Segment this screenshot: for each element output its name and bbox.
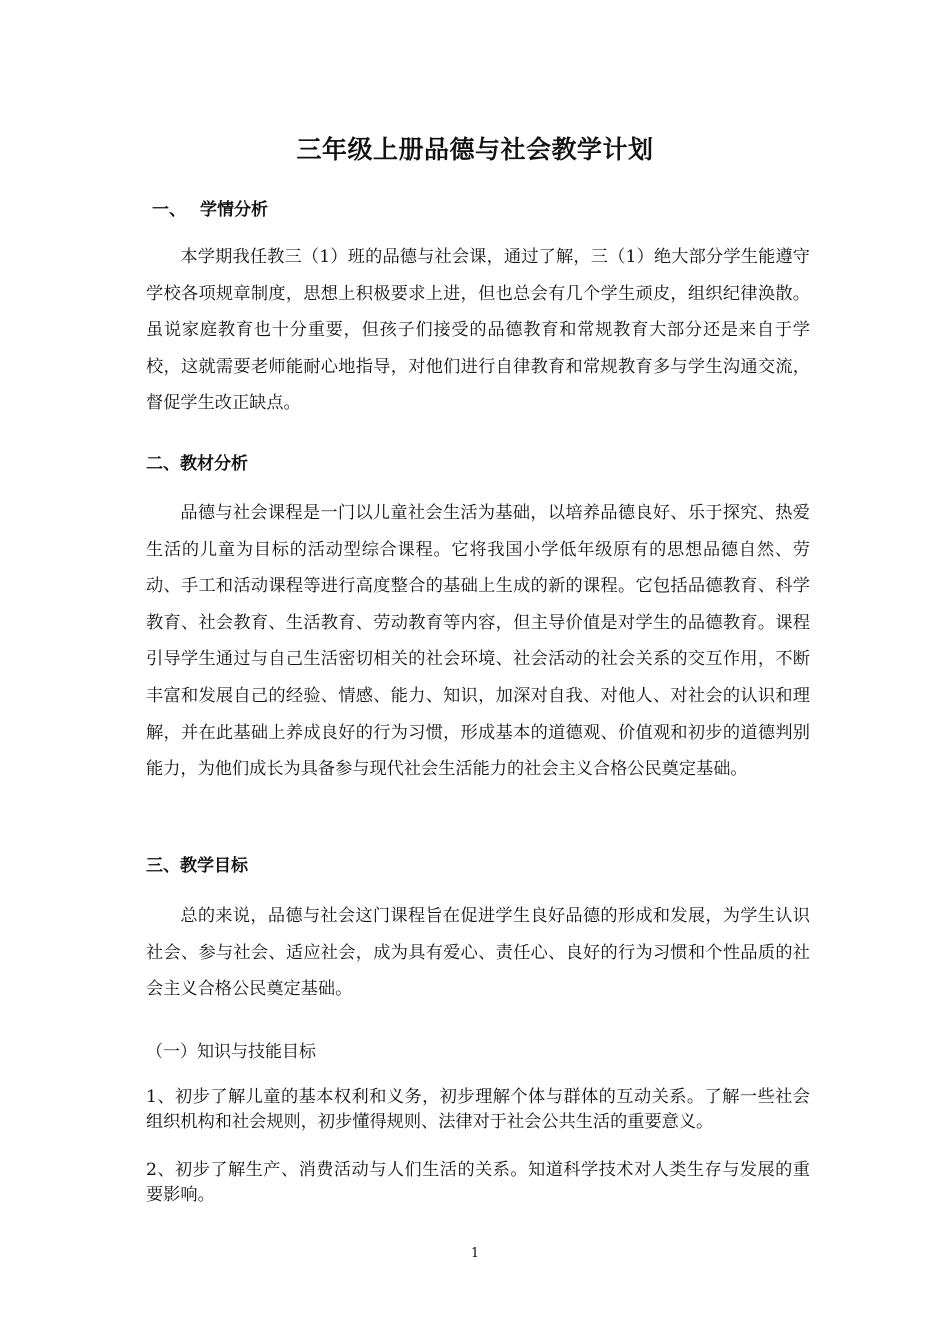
- goal-list-item: 1、初步了解儿童的基本权利和义务，初步理解个体与群体的互动关系。了解一些社会组织机构和社会规则，初步懂得规则、法律对于社会公共生活的重要意义。: [146, 1087, 810, 1132]
- knowledge-skills-subheading: （一）知识与技能目标: [146, 1042, 316, 1062]
- section-heading-text: 学情分析: [200, 200, 268, 220]
- section-heading-teaching-goals: 三、教学目标: [146, 856, 248, 876]
- learning-analysis-paragraph: 本学期我任教三（1）班的品德与社会课，通过了解，三（1）绝大部分学生能遵守学校各项规章制度，思想上积极要求上进，但也总会有几个学生顽皮，组织纪律涣散。虽说家庭教育也十分重要，但孩子们接受的品德教育和常规教育大部分还是来自于学校，这就需要老师能耐心地指导，对他们进行自律教育和常规教育多与学生沟通交流，督促学生改正缺点。: [146, 247, 810, 414]
- section-heading-textbook-analysis: 二、教材分析: [146, 454, 248, 474]
- teaching-goals-paragraph: 总的来说，品德与社会这门课程旨在促进学生良好品德的形成和发展，为学生认识社会、参与社会、适应社会，成为具有爱心、责任心、良好的行为习惯和个性品质的社会主义合格公民奠定基础。: [146, 906, 810, 1000]
- textbook-analysis-paragraph: 品德与社会课程是一门以儿童社会生活为基础，以培养品德良好、乐于探究、热爱生活的儿童为目标的活动型综合课程。它将我国小学低年级原有的思想品德自然、劳动、手工和活动课程等进行高度整合的基础上生成的新的课程。它包括品德教育、科学教育、社会教育、生活教育、劳动教育等内容，但主导价值是对学生的品德教育。课程引导学生通过与自己生活密切相关的社会环境、社会活动的社会关系的交互作用，不断丰富和发展自己的经验、情感、能力、知识，加深对自我、对他人、对社会的认识和理解，并在此基础上养成良好的行为习惯，形成基本的道德观、价值观和初步的道德判别能力，为他们成长为具备参与现代社会生活能力的社会主义合格公民奠定基础。: [146, 503, 810, 780]
- section-heading-learning-analysis: [152, 198, 268, 222]
- section-number: 一、: [152, 200, 186, 220]
- goal-list-item: 2、初步了解生产、消费活动与人们生活的关系。知道科学技术对人类生存与发展的重要影响。: [146, 1160, 810, 1205]
- document-title: 三年级上册品德与社会教学计划: [296, 135, 654, 164]
- page-number: 1: [470, 1246, 480, 1261]
